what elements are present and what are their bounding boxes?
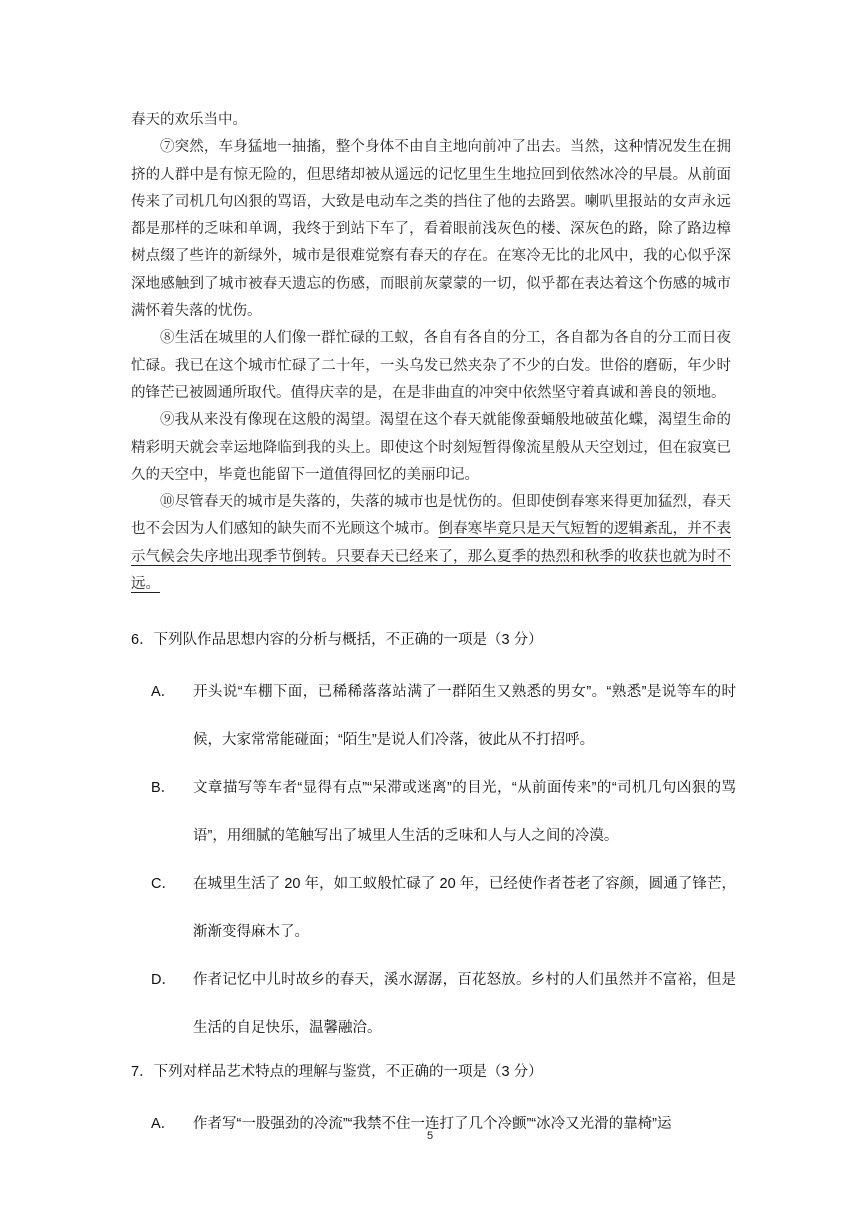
paragraph-10-text: ⑩尽管春天的城市是失落的，失落的城市也是忧伤的。但即使倒春寒来得更加猛烈，春天也不会因为人们感知的缺失而不光顾这个城市。 (131, 494, 731, 538)
question-6-stem: 6．下列队作品思想内容的分析与概括，不正确的一项是（3 分） (131, 632, 543, 648)
paragraph-6-tail: 春天的欢乐当中。 (131, 112, 247, 128)
option-text: 在城里生活了 20 年，如工蚁般忙碌了 20 年，已经使作者苍老了容颜，圆通了锋芒，渐渐变得麻木了。 (193, 876, 736, 940)
option-text: 作者记忆中儿时故乡的春天，溪水潺潺，百花怒放。乡村的人们虽然并不富裕，但是生活的自足快乐，温馨融洽。 (193, 972, 736, 1036)
paragraph-10 (131, 489, 731, 598)
option-6c (131, 860, 736, 956)
paragraph-7: ⑦突然，车身猛地一抽搐，整个身体不由自主地向前冲了出去。当然，这种情况发生在拥挤的人群中是有惊无险的，但思绪却被从遥远的记忆里生生地拉回到依然冰冷的早晨。从前面传来了司机几句凶狠的骂语，大致是电动车之类的挡住了他的去路罢。喇叭里报站的女声永远都是那样的乏味和单调，我终于到站下车了，看着眼前浅灰色的楼、深灰色的路，除了路边樟树点缀了些许的新绿外，城市是很难觉察有春天的存在。在寒冷无比的北风中，我的心似乎深深地感触到了城市被春天遗忘的伤感，而眼前灰蒙蒙的一切，似乎都在表达着这个伤感的城市满怀着失落的忧伤。 (131, 139, 731, 320)
option-text: 文章描写等车者“显得有点”“呆滞或迷离”的目光，“从前面传来”的“司机几句凶狠的骂语”，用细腻的笔触写出了城里人生活的乏味和人与人之间的冷漠。 (193, 780, 736, 844)
option-text: 作者写“一股强劲的冷流”“我禁不住一连打了几个冷颤”“冰冷又光滑的靠椅”运 (193, 1116, 672, 1132)
question-7-stem: 7．下列对样品艺术特点的理解与鉴赏，不正确的一项是（3 分） (131, 1064, 543, 1080)
option-6a (131, 668, 736, 764)
option-letter: A． (151, 1116, 176, 1132)
questions-section (131, 626, 736, 1148)
option-letter: A． (151, 684, 176, 700)
option-6d (131, 956, 736, 1052)
underlined-sentence: 倒春寒毕竟只是天气短暂的逻辑紊乱，并不表示气候会失序地出现季节倒转。只要春天已经来了，那么夏季的热烈和秋季的收获也就为时不远。 (131, 521, 732, 593)
option-letter: B． (151, 780, 176, 796)
question-6 (131, 626, 736, 1052)
reading-passage (131, 107, 731, 598)
page-number: 5 (426, 1130, 434, 1142)
option-text: 开头说“车棚下面，已稀稀落落站满了一群陌生又熟悉的男女”。“熟悉”是说等车的时候，大家常常能碰面；“陌生”是说人们冷落，彼此从不打招呼。 (193, 684, 736, 748)
paragraph-8: ⑧生活在城里的人们像一群忙碌的工蚁，各自有各自的分工，各自都为各自的分工而日夜忙碌。我已在这个城市忙碌了二十年，一头乌发已然夹杂了不少的白发。世俗的磨砺，年少时的锋芒已被圆通所取代。值得庆幸的是，在是非曲直的冲突中依然坚守着真诚和善良的领地。 (131, 330, 731, 401)
paragraph-9: ⑨我从来没有像现在这般的渴望。渴望在这个春天就能像蚕蛹般地破茧化蝶，渴望生命的精彩明天就会幸运地降临到我的头上。即使这个时刻短暂得像流星般从天空划过，但在寂寞已久的天空中，毕竟也能留下一道值得回忆的美丽印记。 (131, 412, 731, 483)
option-letter: D． (151, 972, 176, 988)
option-letter: C． (151, 876, 176, 892)
option-6b (131, 764, 736, 860)
